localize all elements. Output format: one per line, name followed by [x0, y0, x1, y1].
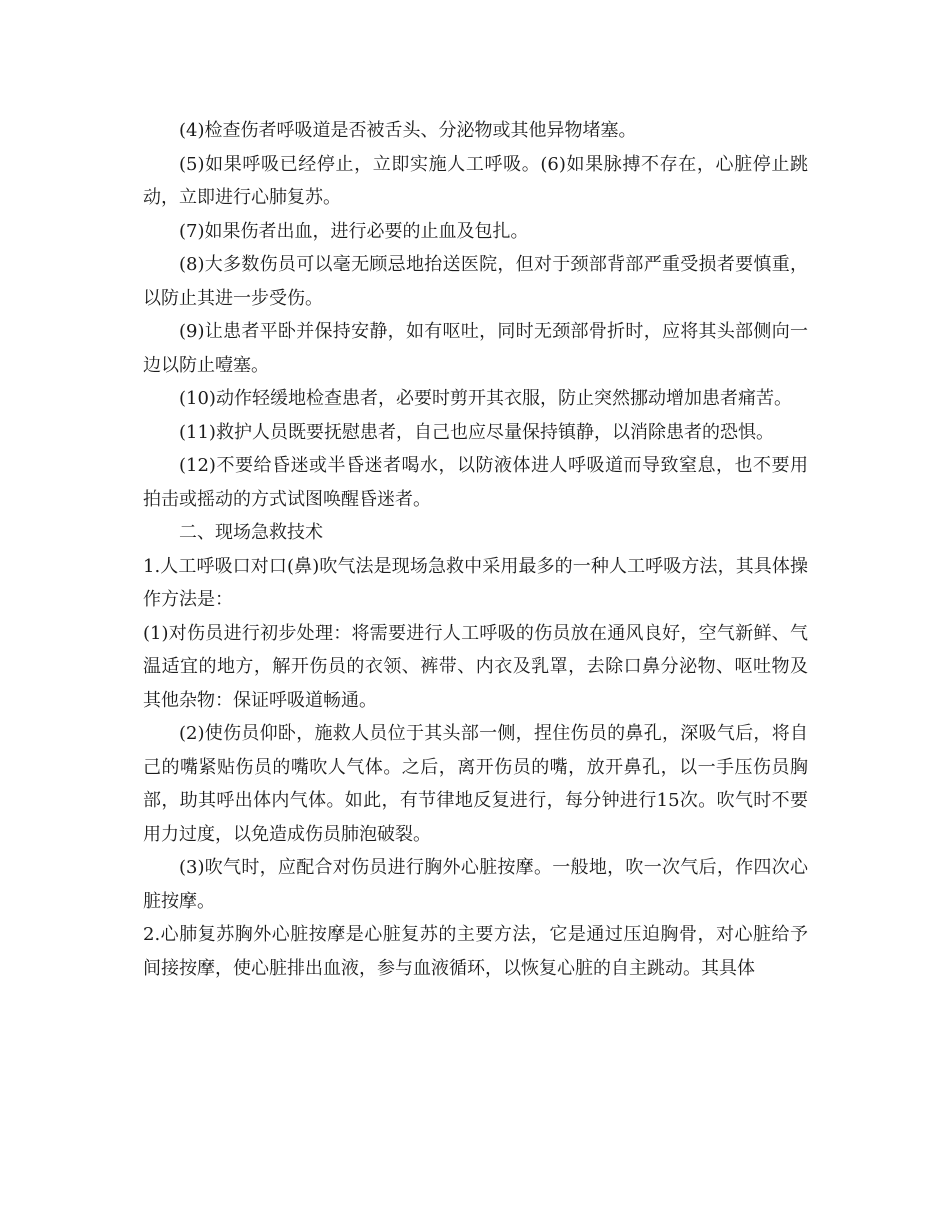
paragraph-step-2: (2)使伤员仰卧，施救人员位于其头部一侧，捏住伤员的鼻孔，深吸气后，将自己的嘴紧贴伤员的嘴吹人气体。之后，离开伤员的嘴，放开鼻孔，以一手压伤员胸部，助其呼出体内气体。如此，有节律地反复进行，每分钟进行15次。吹气时不要用力过度，以免造成伤员肺泡破裂。 [143, 723, 808, 845]
paragraph-item-4: (4)检查伤者呼吸道是否被舌头、分泌物或其他异物堵塞。 [179, 120, 637, 141]
paragraph-item-8: (8)大多数伤员可以毫无顾忌地抬送医院，但对于颈部背部严重受损者要慎重，以防止其进一步受伤。 [143, 254, 808, 309]
section-heading: 二、现场急救技术 [179, 522, 323, 543]
paragraph-step-1: (1)对伤员进行初步处理：将需要进行人工呼吸的伤员放在通风良好，空气新鲜、气温适宜的地方，解开伤员的衣领、裤带、内衣及乳罩，去除口鼻分泌物、呕吐物及其他杂物：保证呼吸道畅通。 [143, 622, 808, 711]
paragraph-item-10: (10)动作轻缓地检查患者，必要时剪开其衣服，防止突然挪动增加患者痛苦。 [179, 388, 792, 409]
document-body [143, 114, 808, 985]
paragraph-item-12: (12)不要给昏迷或半昏迷者喝水，以防液体进人呼吸道而导致窒息，也不要用拍击或摇动的方式试图唤醒昏迷者。 [143, 455, 808, 510]
paragraph-item-5-6: (5)如果呼吸已经停止，立即实施人工呼吸。(6)如果脉搏不存在，心脏停止跳动，立即进行心肺复苏。 [143, 153, 808, 208]
paragraph-technique-1: 1.人工呼吸口对口(鼻)吹气法是现场急救中采用最多的一种人工呼吸方法，其具体操作方法是： [143, 555, 808, 610]
paragraph-step-3: (3)吹气时，应配合对伤员进行胸外心脏按摩。一般地，吹一次气后，作四次心脏按摩。 [143, 857, 808, 912]
paragraph-technique-2: 2.心肺复苏胸外心脏按摩是心脏复苏的主要方法，它是通过压迫胸骨，对心脏给予间接按摩，使心脏排出血液，参与血液循环，以恢复心脏的自主跳动。其具体 [143, 924, 808, 979]
paragraph-item-7: (7)如果伤者出血，进行必要的止血及包扎。 [179, 220, 529, 242]
paragraph-item-11: (11)救护人员既要抚慰患者，自己也应尽量保持镇静，以消除患者的恐惧。 [179, 421, 774, 443]
paragraph-item-9: (9)让患者平卧并保持安静，如有呕吐，同时无颈部骨折时，应将其头部侧向一边以防止噎塞。 [143, 321, 808, 376]
